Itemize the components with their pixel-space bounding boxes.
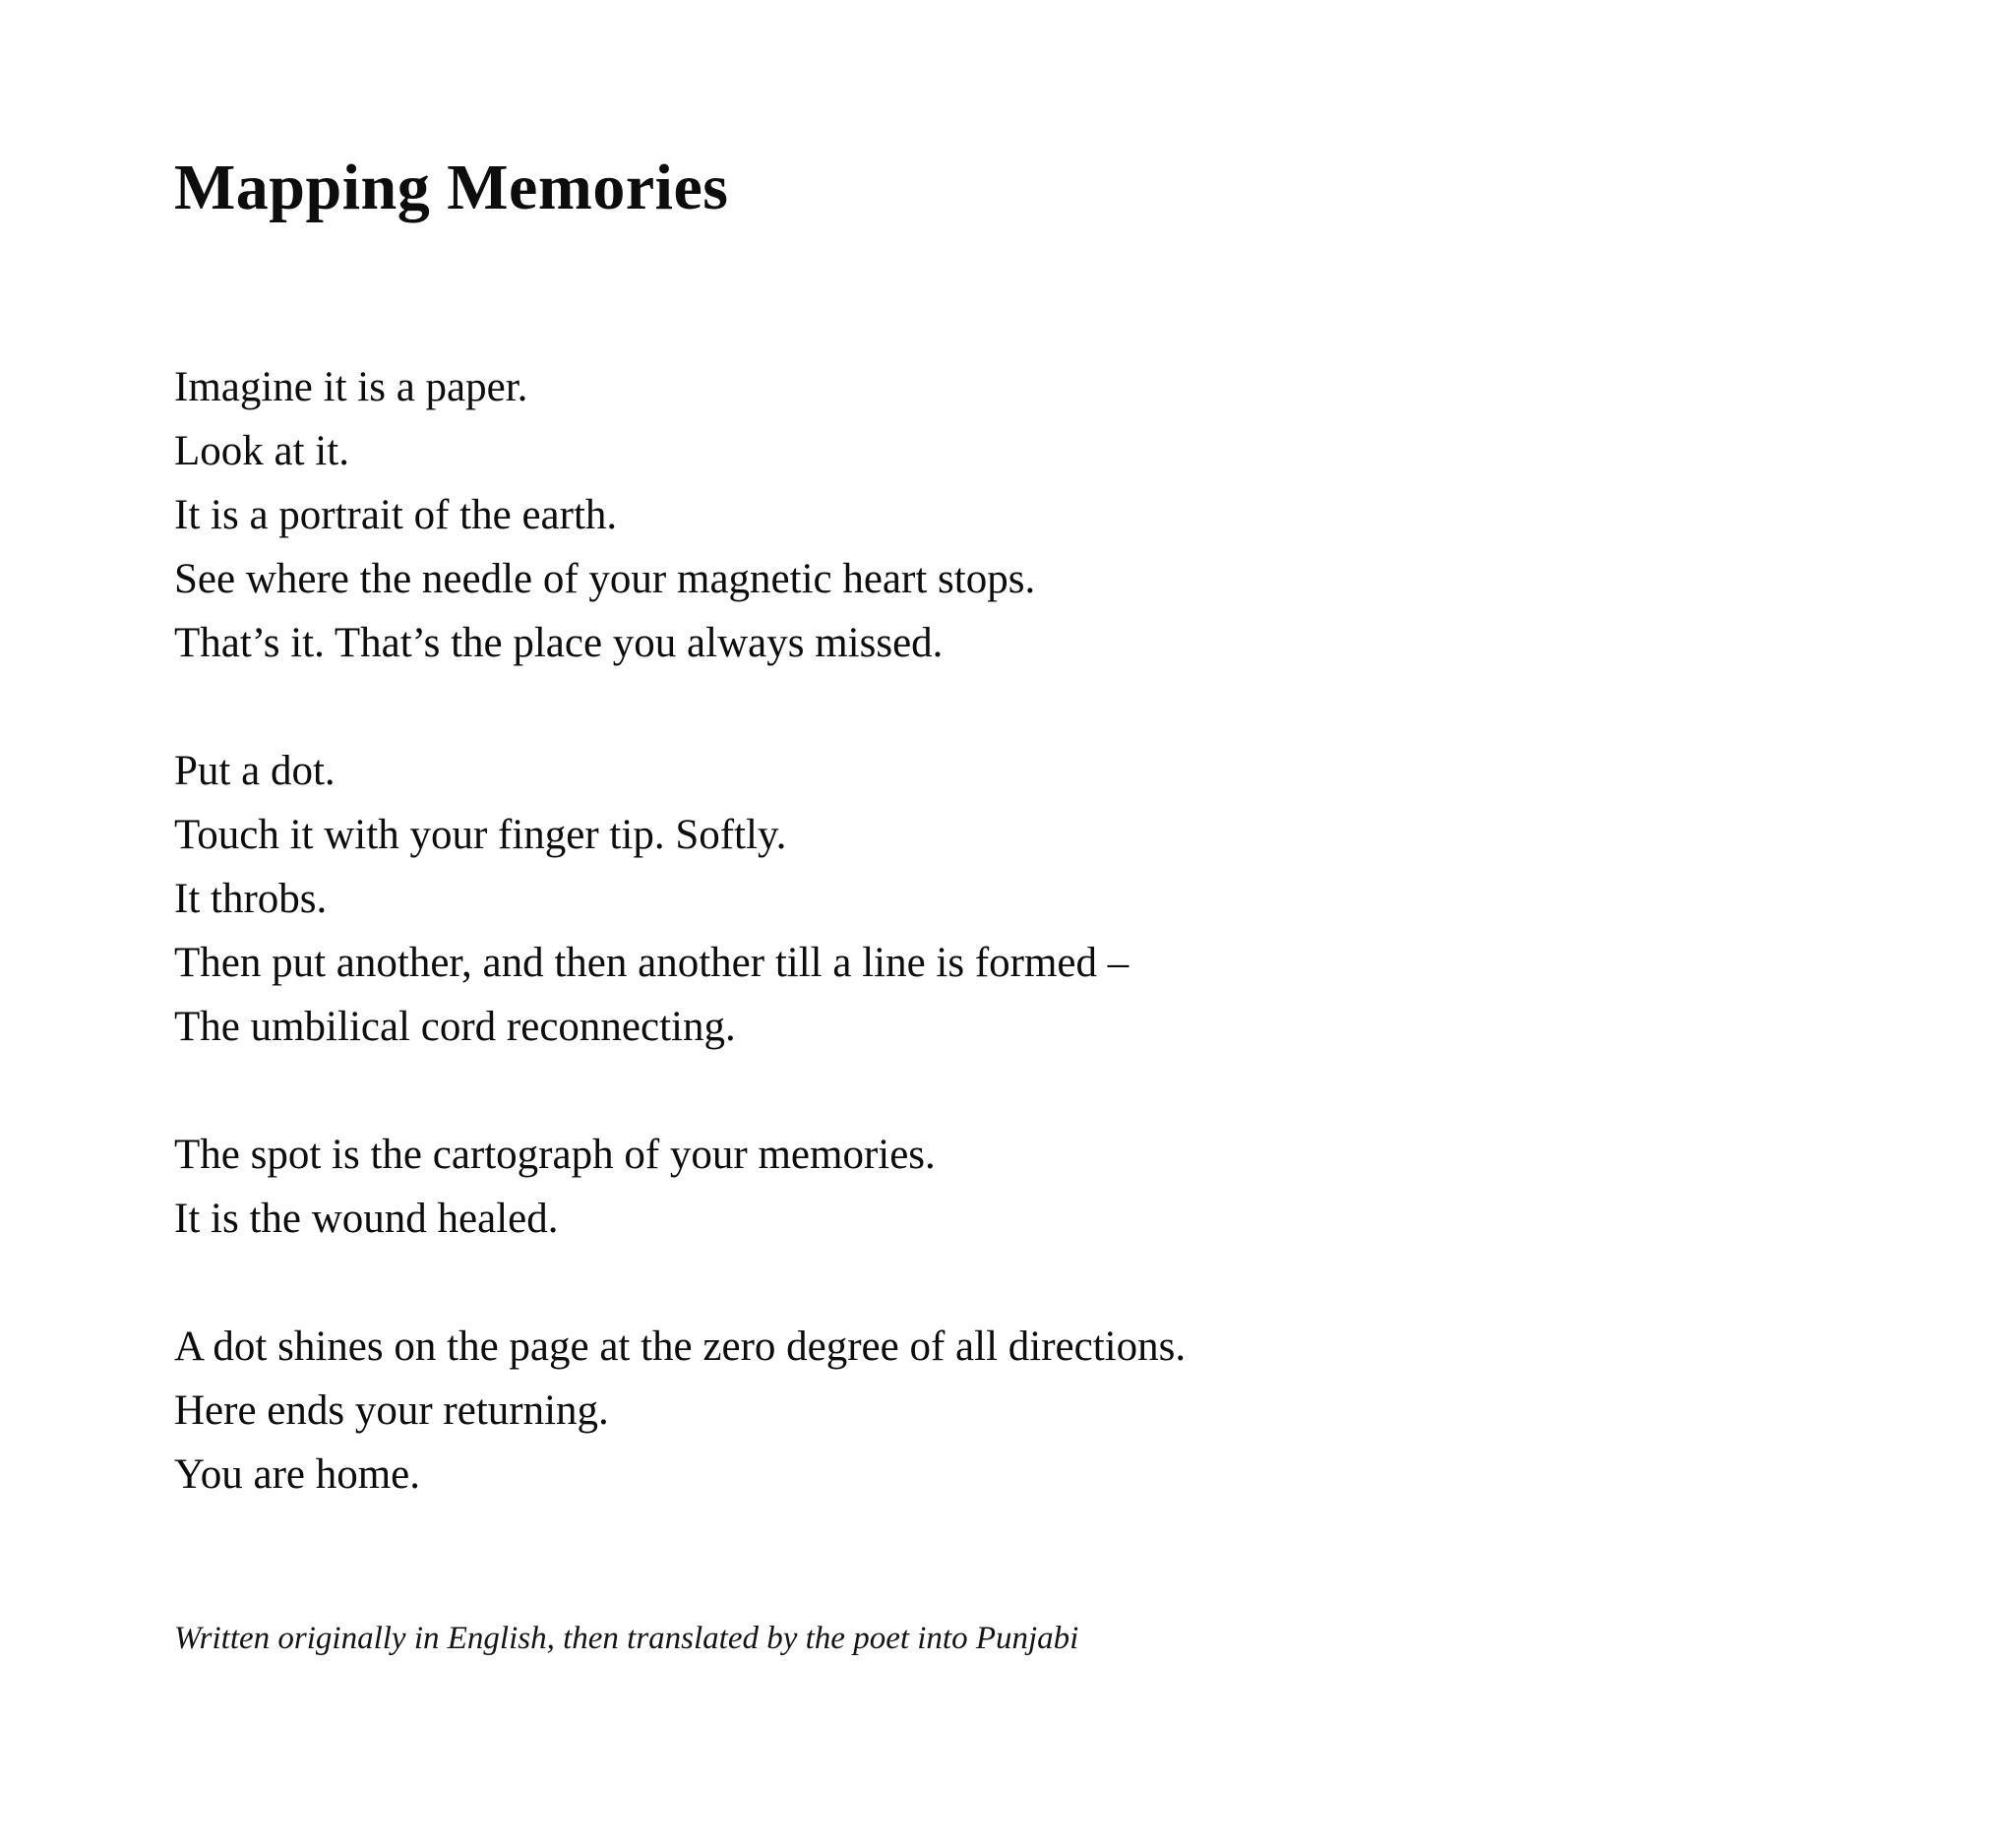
poem-line: Imagine it is a paper. xyxy=(174,363,528,410)
poem-footnote: Written originally in English, then translated by the poet into Punjabi xyxy=(174,1620,1079,1656)
poem-line: Put a dot. xyxy=(174,747,336,794)
poem-line: You are home. xyxy=(174,1450,421,1498)
poem-line: Then put another, and then another till a line is formed – xyxy=(174,939,1130,986)
poem-line: Touch it with your finger tip. Softly. xyxy=(174,811,787,858)
poem-line: Here ends your returning. xyxy=(174,1386,609,1434)
poem-line: The spot is the cartograph of your memories. xyxy=(174,1131,936,1178)
poem-line: That’s it. That’s the place you always missed. xyxy=(174,619,944,666)
poem-line: See where the needle of your magnetic heart stops. xyxy=(174,555,1036,602)
poem-body xyxy=(174,355,1897,1507)
poem-line: A dot shines on the page at the zero degree of all directions. xyxy=(174,1323,1187,1370)
poem-line: Look at it. xyxy=(174,427,349,474)
poem-line: It is a portrait of the earth. xyxy=(174,491,618,538)
stanza-2 xyxy=(174,739,1897,1059)
poem-line: It throbs. xyxy=(174,875,328,922)
poem-title: Mapping Memories xyxy=(174,152,729,223)
poem-line: It is the wound healed. xyxy=(174,1195,559,1242)
poem-line: The umbilical cord reconnecting. xyxy=(174,1003,736,1050)
stanza-3 xyxy=(174,1123,1897,1251)
stanza-4 xyxy=(174,1315,1897,1507)
stanza-1 xyxy=(174,355,1897,675)
